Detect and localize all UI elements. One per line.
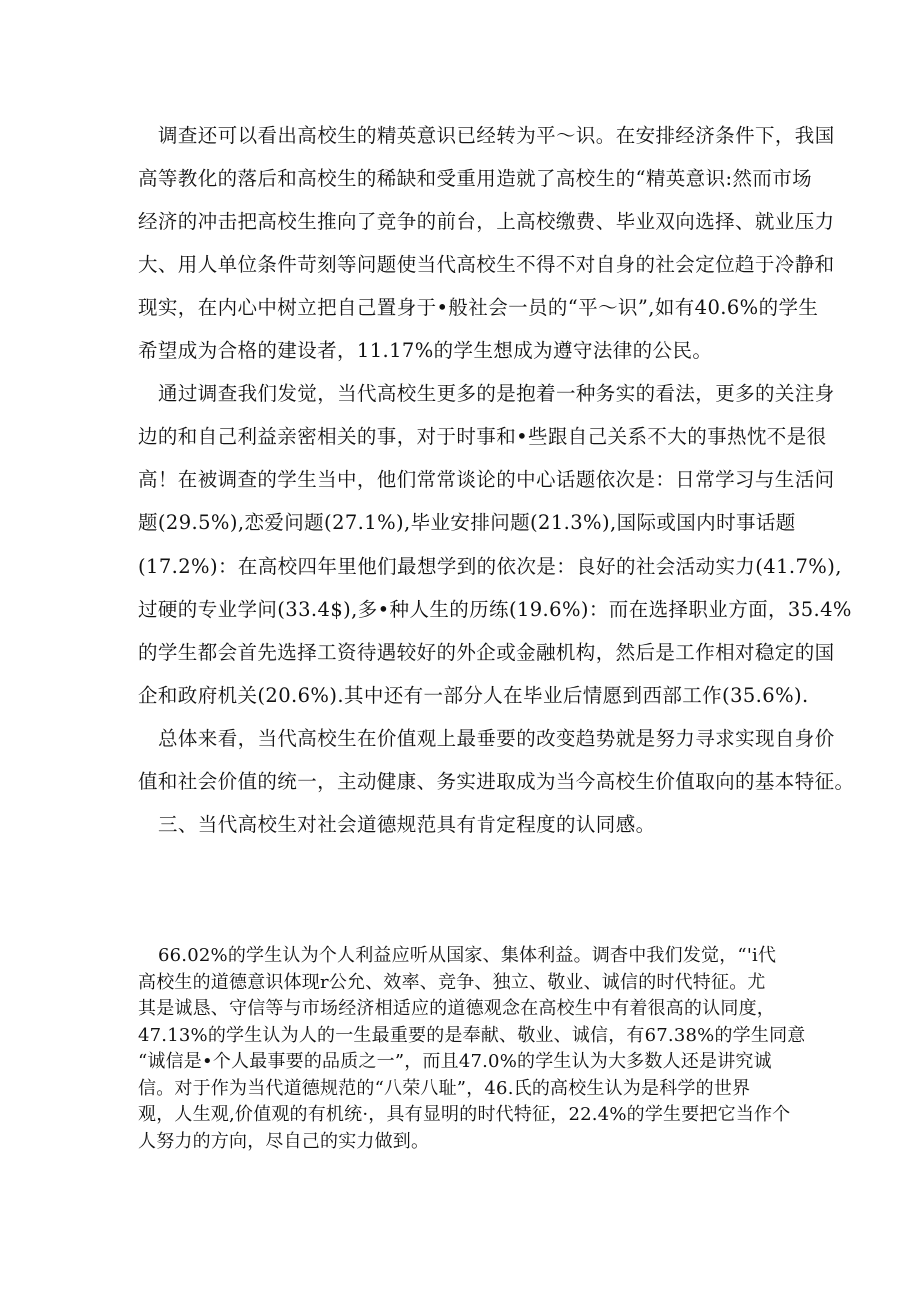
- text-line: “诚信是•个人最事要的品质之一”，而且47.0%的学生认为大多数人还是讲究诚: [138, 1051, 772, 1072]
- text-line: 题(29.5%),恋爱问题(27.1%),毕业安排问题(21.3%),国际或国内时事话题: [138, 511, 796, 534]
- text-line: 企和政府机关(20.6%).其中还有一部分人在毕业后情愿到西部工作(35.6%).: [138, 684, 809, 707]
- text-line: 值和社会价值的统一，主动健康、务实进取成为当今高校生价值取向的基本特征。: [138, 770, 855, 793]
- text-line: 总体来看，当代高校生在价值观上最垂要的改变趋势就是努力寻求实现自身价: [158, 727, 835, 750]
- heading-text: 三、当代高校生对社会道德规范具有肯定程度的认同感。: [158, 813, 656, 836]
- text-line: 希望成为合格的建设者，11.17%的学生想成为遵守法律的公民。: [138, 339, 713, 362]
- text-line: (17.2%)：在高校四年里他们最想学到的依次是：良好的社会活动实力(41.7%),: [138, 555, 842, 578]
- text-line: 信。对于作为当代道德规范的“八荣八耻”，46.氏的高校生认为是科学的世界: [138, 1077, 751, 1099]
- text-line: 高等教化的落后和高校生的稀缺和受重用造就了高校生的“精英意识:然而市场: [138, 167, 813, 190]
- text-line: 的学生都会首先选择工资待遇较好的外企或金融机构，然后是工作相对稳定的国: [138, 641, 835, 664]
- text-line: 过硬的专业学问(33.4$),多•种人生的历练(19.6%)：而在选择职业方面，35.4%: [138, 598, 852, 621]
- text-line: 观，人生观,价值观的有机统·，具有显明的时代特征，22.4%的学生要把它当作个: [138, 1104, 791, 1125]
- text-line: 现实，在内心中树立把自己置身于•般社会一员的“平～识”,如有40.6%的学生: [138, 296, 819, 319]
- text-line: 高校生的道德意识体现r公允、效率、竞争、独立、敬业、诚信的时代特征。尤: [138, 971, 766, 993]
- text-line: 通过调查我们发觉，当代高校生更多的是抱着一种务实的看法，更多的关注身: [158, 382, 835, 405]
- text-line: 边的和自己利益亲密相关的事，对于时事和•些跟自己关系不大的事热忱不是很: [138, 425, 827, 448]
- text-line: 经济的冲击把高校生推向了竞争的前台，上高校缴费、毕业双向选择、就业压力: [138, 210, 835, 233]
- text-line: 人努力的方向，尽自己的实力做到。: [138, 1130, 430, 1152]
- text-line: 66.02%的学生认为个人利益应听从国家、集体利益。调杳中我们发觉，“'i代: [158, 945, 777, 966]
- text-line: 47.13%的学生认为人的一生最重要的是奉献、敬业、诚信，有67.38%的学生同意: [138, 1024, 806, 1046]
- paragraph-moral-norms: [138, 943, 806, 1155]
- text-line: 调查还可以看出高校生的精英意识已经转为平～识。在安排经济条件下，我国: [158, 124, 835, 147]
- text-line: 大、用人单位条件苛刻等问题使当代高校生不得不对自身的社会定位趋于冷静和: [138, 253, 835, 276]
- text-line: 其是诚恳、守信等与市场经济相适应的道德观念在高校生中有着很高的认同度，: [138, 998, 775, 1019]
- text-line: 高！在被调查的学生当中，他们常常谈论的中心话题依次是：日常学习与生活问: [138, 468, 835, 491]
